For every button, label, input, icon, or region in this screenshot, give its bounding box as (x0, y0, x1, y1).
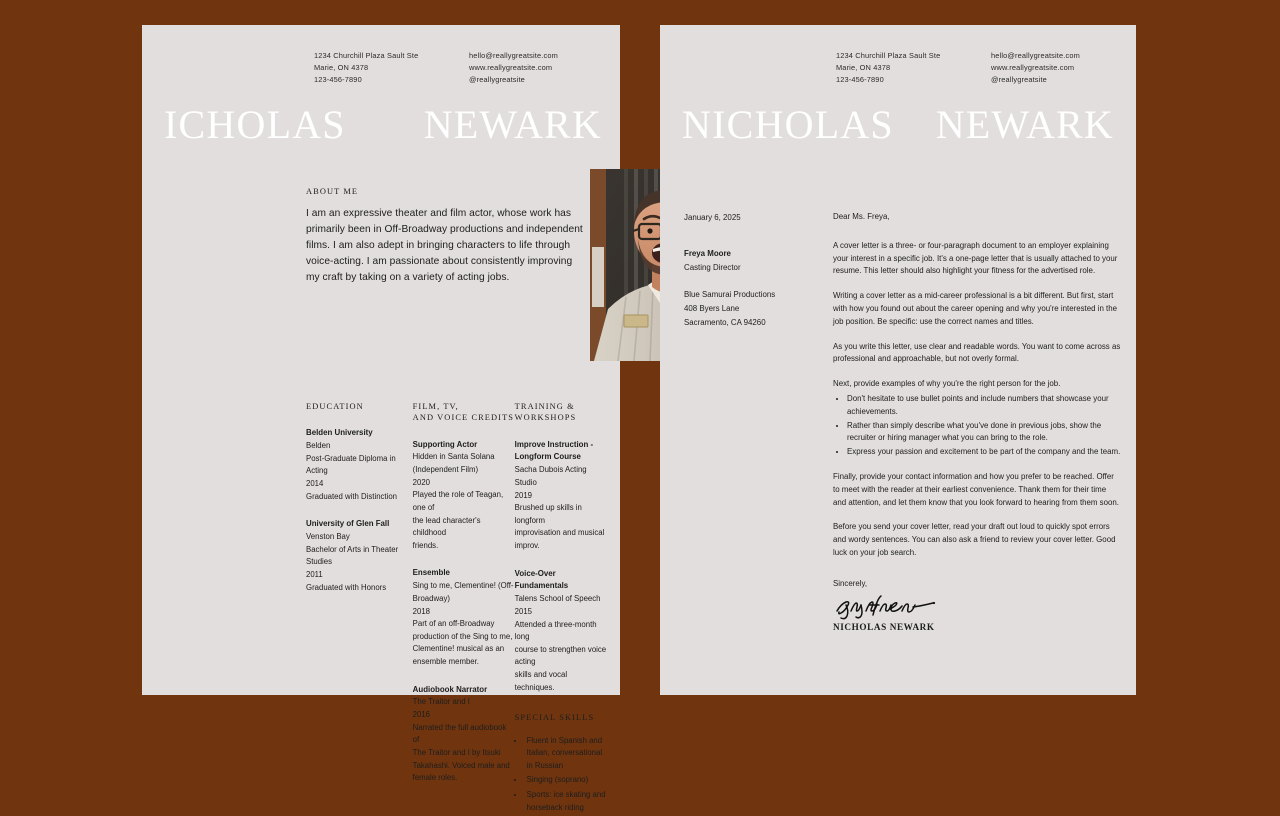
contact-email: hello@reallygreatsite.com (469, 51, 558, 60)
cover-letter-page (660, 25, 1136, 695)
resume-name-heading (142, 102, 620, 147)
special-skills-list (525, 735, 608, 815)
special-skill-item: • Sports: ice skating and horseback riding (525, 789, 608, 814)
recipient-title: Casting Director (684, 262, 741, 272)
letter-contact-header (836, 50, 1141, 87)
special-skill-item: • Singing (soprano) (525, 774, 608, 787)
letter-date: January 6, 2025 (684, 213, 741, 222)
credits-entry (413, 567, 515, 668)
credits-entry-line: Narrated the full audiobook of (412, 722, 507, 745)
contact-address-line1: 1234 Churchill Plaza Sault Ste (836, 51, 941, 60)
credits-entry-line: (Independent Film) (412, 465, 479, 475)
credits-entry-line: Clementine! musical as an (412, 644, 505, 654)
training-entry (515, 568, 608, 695)
about-me-section (306, 186, 586, 285)
training-heading: TRAINING & WORKSHOPS (514, 402, 577, 423)
credits-entry-line: 2020 (412, 477, 431, 487)
training-entry-line: Sacha Dubois Acting Studio (514, 465, 587, 487)
letter-bullet-item: • Rather than simply describe what you've done in previous jobs, show the recruiter or hiring manager what you can bring to the role. (847, 420, 1121, 446)
credits-entry-line: Part of an off-Broadway (412, 619, 495, 629)
education-entry-line: Post-Graduate Diploma in (306, 453, 396, 463)
contact-social: @reallygreatsite (991, 75, 1047, 85)
credits-heading-line2: AND VOICE CREDITS (412, 413, 515, 423)
credits-entry-line: Sing to me, Clementine! (Off- (412, 581, 514, 591)
contact-address-line1: 1234 Churchill Plaza Sault Ste (314, 51, 419, 60)
letter-body (833, 211, 1121, 634)
contact-online-block (991, 50, 1141, 87)
training-entry-line: 2015 (514, 606, 533, 616)
education-entry-line: Belden (306, 441, 331, 451)
letter-bullet-item: • Don't hesitate to use bullet points and include numbers that showcase your achievements. (847, 393, 1121, 419)
letter-salutation: Dear Ms. Freya, (833, 212, 890, 221)
contact-phone: 123-456-7890 (836, 75, 884, 85)
resume-contact-header (314, 50, 619, 87)
recipient-street: 408 Byers Lane (684, 304, 740, 314)
contact-website: www.reallygreatsite.com (469, 63, 553, 73)
credits-entry-line: The Traitor and I (412, 697, 470, 707)
training-entry-title: Improve Instruction - Longform Course (514, 439, 594, 462)
letter-paragraph: Finally, provide your contact information and how you prefer to be reached. Offer to meet with the reader at their earliest convenience. Thank them for their time and attention, and let them know that you look forward to hearing from them soon. (833, 471, 1119, 507)
education-entry-line: Graduated with Honors (306, 582, 387, 592)
training-entry-line: Attended a three-month long (514, 619, 597, 642)
recipient-company: Blue Samurai Productions (684, 290, 776, 300)
special-skill-item: • Fluent in Spanish and Italian, conversational in Russian (525, 735, 608, 773)
contact-address-line2: Marie, ON 4378 (314, 63, 369, 73)
credits-entry-title: Ensemble (412, 568, 450, 578)
training-entry-line: skills and vocal techniques. (514, 670, 568, 692)
meta-spacer (684, 274, 824, 288)
signer-name: NICHOLAS NEWARK (833, 621, 935, 632)
letter-closing: Sincerely, (833, 578, 868, 588)
training-entry-line: course to strengthen voice acting (514, 644, 607, 667)
education-entry-line: 2014 (306, 479, 324, 489)
contact-email: hello@reallygreatsite.com (991, 51, 1080, 60)
credits-entry (413, 684, 515, 785)
letter-paragraph: As you write this letter, use clear and readable words. You want to come across as professional and approachable, but not overly formal. (833, 341, 1121, 364)
letter-name-heading (660, 102, 1136, 147)
resume-last-name: NEWARK (423, 102, 602, 147)
education-entry-line: Venston Bay (306, 532, 350, 542)
credits-entry-line: production of the Sing to me, (412, 631, 513, 641)
training-entry-line: Talens School of Speech (514, 594, 601, 604)
credits-entry-line: friends. (412, 540, 439, 550)
education-entry-line: Acting (306, 466, 328, 476)
letter-paragraph: Before you send your cover letter, read your draft out loud to quickly spot errors and wordy sentences. You can also ask a friend to review your cover letter. Good luck on your job search. (833, 522, 1116, 557)
credits-entry-line: 2018 (412, 606, 431, 616)
contact-social: @reallygreatsite (469, 75, 525, 85)
training-entry-line: 2019 (514, 490, 533, 500)
credits-entry-line: Takahashi. Voiced male and (412, 760, 510, 770)
letter-last-name: NEWARK (935, 102, 1114, 147)
training-entry-line: improv. (514, 541, 540, 551)
education-entry-title: Belden University (306, 428, 373, 438)
training-entry-line: Brushed up skills in longform (514, 503, 582, 525)
letter-paragraph: A cover letter is a three- or four-paragraph document to an employer explaining your interest in a specific job. It's a one-page letter that is usually attached to your resume. This letter should also highlight your fitness for the advertised role. (833, 240, 1118, 276)
letter-bullet-list (847, 393, 1121, 459)
recipient-city: Sacramento, CA 94260 (684, 318, 766, 328)
letter-paragraph: Writing a cover letter as a mid-career professional is a bit different. But first, start with how you found out about the career opening and why you're interested in the job position. Be specific: use the correct names and titles. (833, 291, 1118, 326)
recipient-name: Freya Moore (684, 248, 731, 258)
training-entry-title: Voice-Over Fundamentals (514, 568, 569, 591)
resume-page (142, 25, 620, 812)
contact-address-block (314, 50, 469, 87)
credits-entry-line: Broadway) (412, 593, 450, 603)
credits-entry-line: Played the role of Teagan, one of (412, 490, 504, 512)
credits-entry-title: Audiobook Narrator (412, 684, 488, 694)
about-me-heading: ABOUT ME (306, 187, 359, 196)
contact-phone: 123-456-7890 (314, 75, 362, 85)
letter-metadata (684, 211, 824, 330)
education-entry (306, 518, 413, 594)
resume-first-name: ICHOLAS (164, 102, 346, 147)
credits-entry-line: Hidden in Santa Solana (412, 452, 495, 462)
credits-entry-line: ensemble member. (412, 657, 479, 667)
training-column (515, 401, 608, 816)
special-skills-heading: SPECIAL SKILLS (514, 713, 595, 723)
credits-entry (413, 439, 515, 553)
signature-mark (833, 593, 1121, 619)
education-heading: EDUCATION (306, 402, 364, 411)
letter-bullets-lead-in: Next, provide examples of why you're the right person for the job. (833, 379, 1061, 389)
credits-entry-line: The Traitor and I by Itsuki (412, 747, 501, 757)
credits-entry-title: Supporting Actor (412, 439, 478, 449)
education-entry-line: 2011 (306, 569, 323, 579)
contact-website: www.reallygreatsite.com (991, 63, 1075, 73)
contact-address-block (836, 50, 991, 87)
credits-entry-line: the lead character's childhood (412, 515, 481, 538)
education-entry-line: Studies (306, 557, 333, 567)
credits-heading-line1: FILM, TV, (412, 402, 459, 411)
education-entry-title: University of Glen Fall (306, 519, 390, 529)
credits-entry-line: female roles. (412, 773, 458, 783)
credits-column (413, 401, 515, 816)
training-entry (515, 439, 608, 553)
letter-bullet-item: • Express your passion and excitement to be part of the company and the team. (847, 446, 1121, 459)
education-column (306, 401, 413, 816)
contact-online-block (469, 50, 619, 87)
credits-heading (413, 401, 515, 424)
education-entry-line: Bachelor of Arts in Theater (306, 544, 399, 554)
about-me-text: I am an expressive theater and film actor, whose work has primarily been in Off-Broadway productions and independent films. I am also adept in bringing characters to life through voice-acting. I am passionate about consistently improving my craft by taking on a variety of acting jobs. (306, 208, 583, 283)
education-entry-line: Graduated with Distinction (306, 491, 398, 501)
letter-first-name: NICHOLAS (682, 102, 894, 147)
credits-entry-line: 2016 (412, 710, 431, 720)
resume-columns (306, 401, 608, 816)
contact-address-line2: Marie, ON 4378 (836, 63, 891, 73)
education-entry (306, 427, 413, 503)
training-entry-line: improvisation and musical (514, 528, 605, 538)
